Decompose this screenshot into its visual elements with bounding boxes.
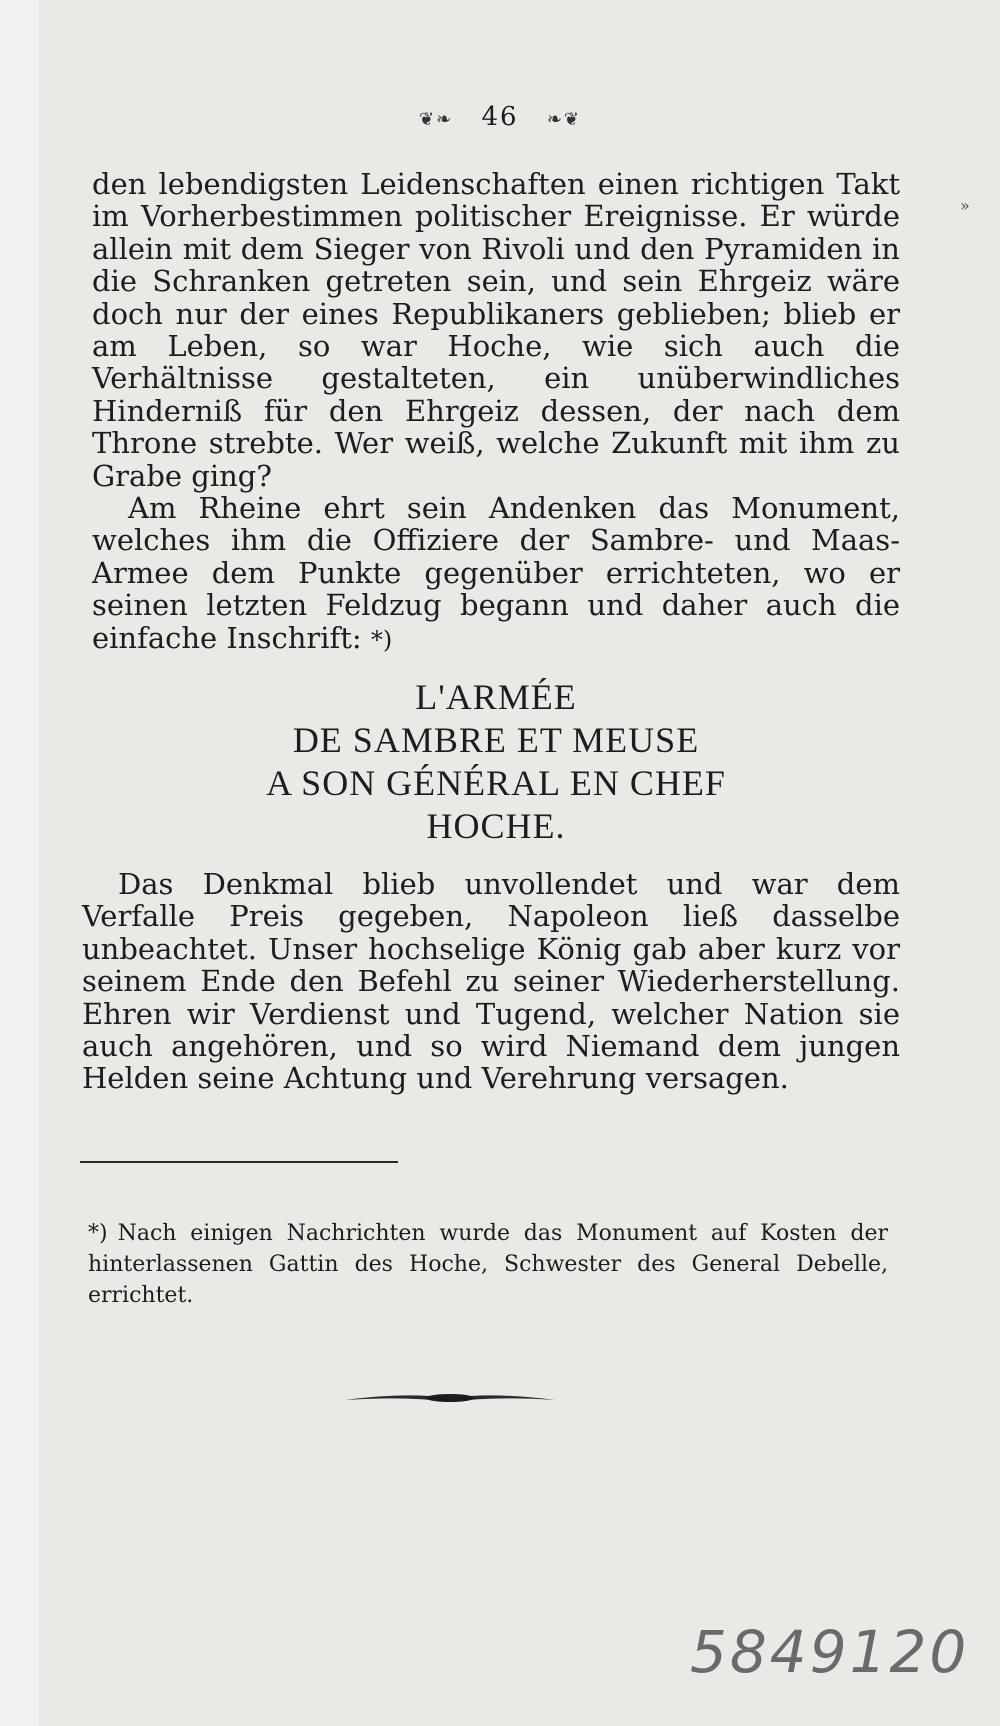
inscription-line-1: L'ARMÉE	[415, 677, 577, 717]
page-header	[0, 102, 1000, 132]
paragraph-1: den lebendigsten Leidenschaften einen richtigen Takt im Vorherbestimmen politischer Ereignisse. Er würde allein mit dem Sieger von Rivoli und den Pyramiden in die Schranken getreten sein, und sein Ehrgeiz wäre doch nur der eines Republikaners geblieben; blieb er am Leben, so war Hoche, wie sich auch die Verhältnisse gestalteten, ein unüberwindliches Hinderniß für den Ehrgeiz dessen, der nach dem Throne strebte. Wer weiß, welche Zukunft mit ihm zu Grabe ging?	[92, 167, 900, 493]
footnote-text: Nach einigen Nachrichten wurde das Monument auf Kosten der hinterlassenen Gattin des Hoche, Schwester des General Debelle, errichtet.	[88, 1221, 888, 1308]
main-text-block	[92, 168, 900, 656]
paragraph-3: Das Denkmal blieb unvollendet und war dem Verfalle Preis gegeben, Napoleon ließ dasselbe unbeachtet. Unser hochselige König gab aber kurz vor seinem Ende den Befehl zu seiner Wiederherstellung. Ehren wir Verdienst und Tugend, welcher Nation sie auch angehören, und so wird Niemand dem jungen Helden seine Achtung und Verehrung versagen.	[82, 867, 900, 1096]
margin-mark: »	[960, 196, 970, 215]
inscription-line-2: DE SAMBRE ET MEUSE	[292, 720, 700, 760]
inscription-line-4: HOCHE.	[426, 806, 566, 846]
page-edge	[0, 0, 38, 1726]
footnote-reference: *)	[370, 625, 393, 654]
footnote-rule	[80, 1161, 398, 1163]
inscription-line-3: A SON GÉNÉRAL EN CHEF	[266, 763, 726, 803]
header-ornament-right-icon: ❧❦	[546, 109, 581, 130]
paragraph-2-text: Am Rheine ehrt sein Andenken das Monument, welches ihm die Offiziere der Sambre- und Maas-Armee dem Punkte gegenüber errichteten, wo er seinen letzten Feldzug begann und daher auch die einfache Inschrift:	[92, 491, 900, 655]
closing-text-block	[82, 868, 900, 1095]
tailpiece-ornament-icon	[345, 1388, 555, 1408]
footnote-marker: *)	[88, 1221, 108, 1246]
page-number: 46	[481, 102, 519, 132]
monument-inscription	[90, 676, 902, 848]
header-ornament-left-icon: ❦❧	[419, 109, 454, 130]
footnote	[88, 1218, 888, 1311]
catalog-number: 5849120	[690, 1618, 970, 1686]
paragraph-2	[92, 492, 900, 656]
